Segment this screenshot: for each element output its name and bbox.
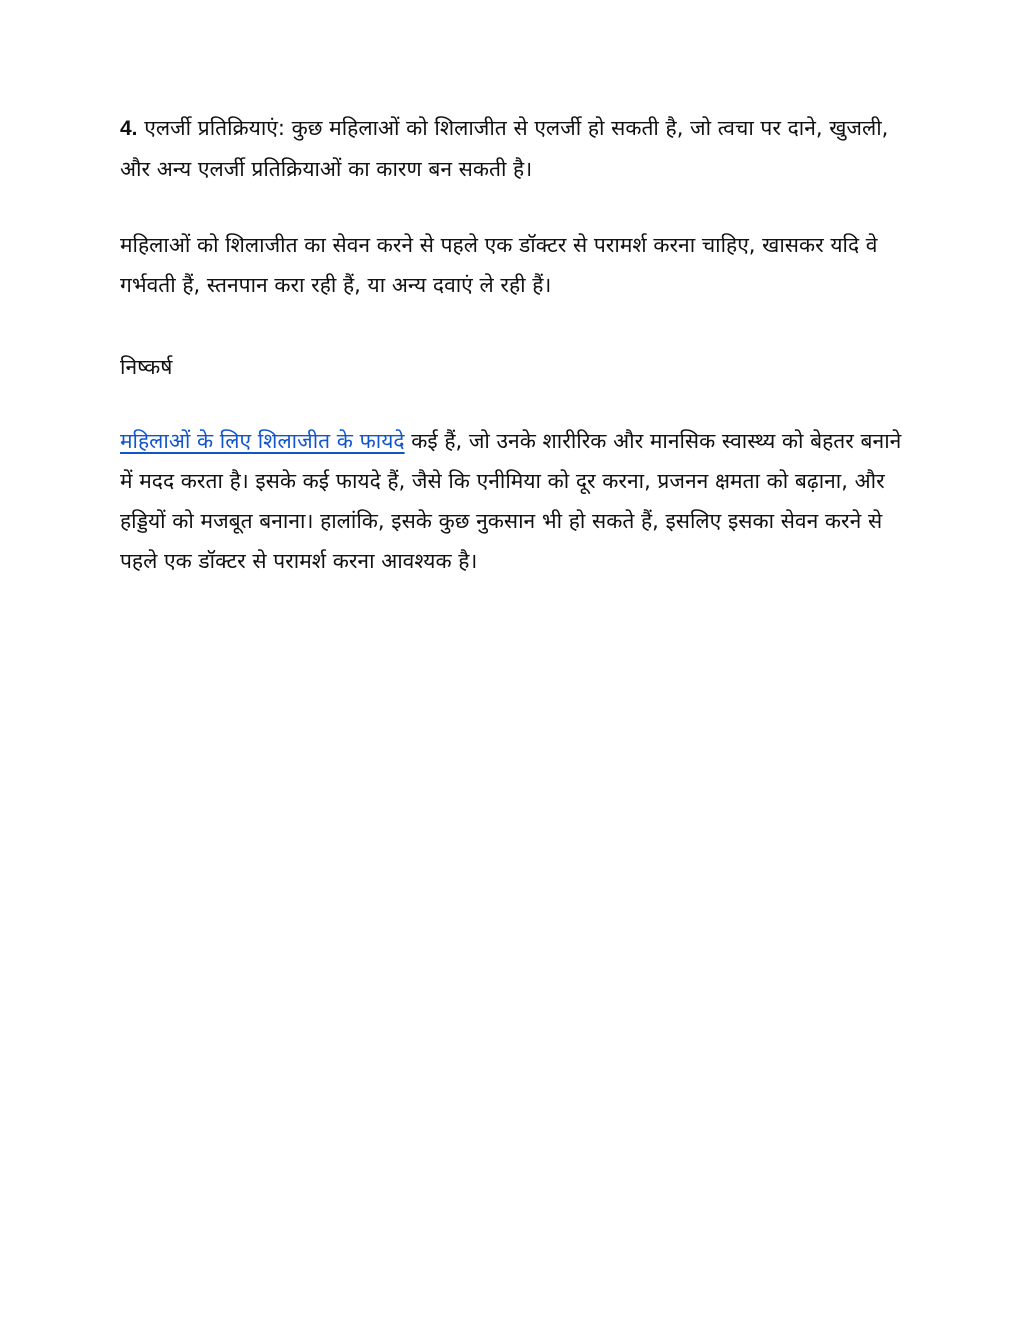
point-title: एलर्जी प्रतिक्रियाएं: bbox=[144, 116, 285, 140]
conclusion-text: कई हैं, जो उनके शारीरिक और मानसिक स्वास्थ्य को बेहतर बनाने में मदद करता है। इसके कई फायदे हैं, जैसे कि एनीमिया को दूर करना, प्रजनन क्षमता को बढ़ाना, और हड्डियों को मजबूत बनाना। हालांकि, इसके कुछ नुकसान भी हो सकते हैं, इसलिए इसका सेवन करने से पहले एक डॉक्टर से परामर्श करना आवश्यक है। bbox=[120, 429, 902, 573]
document-body bbox=[120, 108, 910, 581]
benefits-link[interactable]: महिलाओं के लिए शिलाजीत के फायदे bbox=[120, 429, 405, 453]
conclusion-heading: निष्कर्ष bbox=[120, 355, 173, 379]
advice-paragraph: महिलाओं को शिलाजीत का सेवन करने से पहले एक डॉक्टर से परामर्श करना चाहिए, खासकर यदि वे गर्भवती हैं, स्तनपान करा रही हैं, या अन्य दवाएं ले रही हैं। bbox=[120, 233, 878, 297]
allergy-paragraph bbox=[120, 108, 910, 189]
point-number: 4. bbox=[120, 117, 138, 140]
point-text: कुछ महिलाओं को शिलाजीत से एलर्जी हो सकती है, जो त्वचा पर दाने, खुजली, और अन्य एलर्जी प्रतिक्रियाओं का कारण बन सकती है। bbox=[120, 116, 889, 181]
conclusion-paragraph bbox=[120, 421, 910, 581]
